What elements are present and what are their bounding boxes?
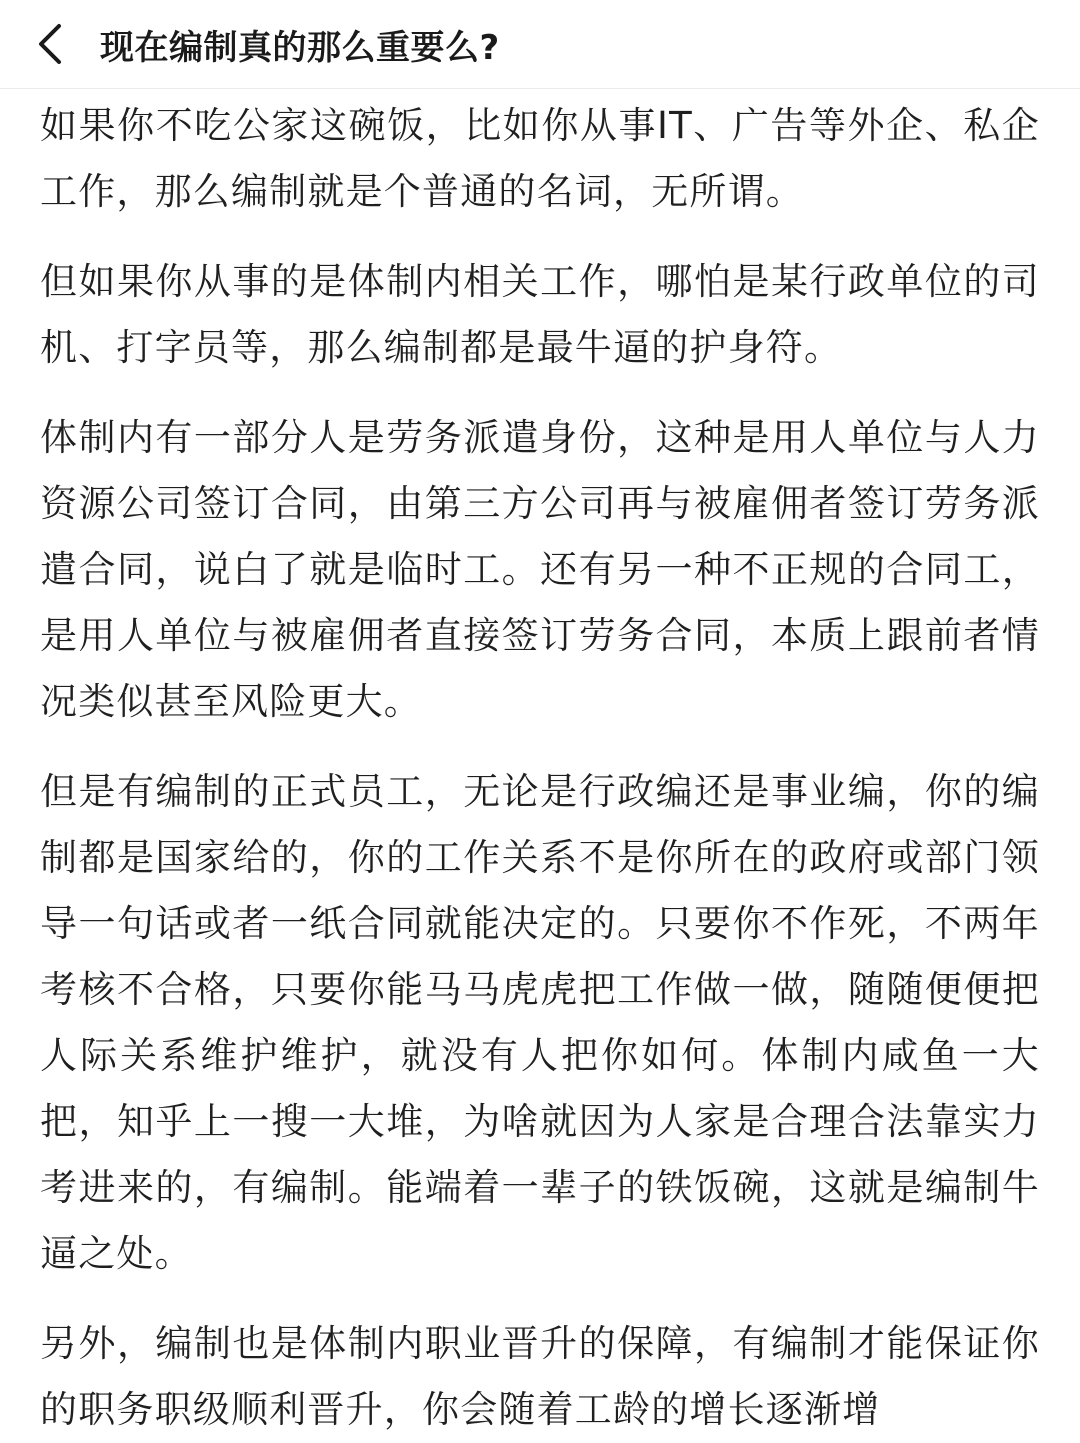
chevron-left-icon <box>35 22 65 66</box>
article-paragraph: 但是有编制的正式员工，无论是行政编还是事业编，你的编制都是国家给的，你的工作关系不是你所在的政府或部门领导一句话或者一纸合同就能决定的。只要你不作死，不两年考核不合格，只要你能马马虎虎把工作做一做，随随便便把人际关系维护维护，就没有人把你如何。体制内咸鱼一大把，知乎上一搜一大堆，为啥就因为人家是合理合法靠实力考进来的，有编制。能端着一辈子的铁饭碗，这就是编制牛逼之处。 <box>40 770 1040 1275</box>
article-paragraph: 另外，编制也是体制内职业晋升的保障，有编制才能保证你的职务职级顺利晋升，你会随着工龄的增长逐渐增 <box>40 1322 1040 1431</box>
article-paragraph: 但如果你从事的是体制内相关工作，哪怕是某行政单位的司机、打字员等，那么编制都是最牛逼的护身符。 <box>40 260 1040 369</box>
top-bar <box>0 0 1080 89</box>
back-button[interactable] <box>0 0 100 88</box>
page-title: 现在编制真的那么重要么? <box>100 27 500 68</box>
article-body <box>0 93 1080 1443</box>
article-paragraph: 体制内有一部分人是劳务派遣身份，这种是用人单位与人力资源公司签订合同，由第三方公司再与被雇佣者签订劳务派遣合同，说白了就是临时工。还有另一种不正规的合同工，是用人单位与被雇佣者直接签订劳务合同，本质上跟前者情况类似甚至风险更大。 <box>40 416 1040 723</box>
article-paragraph: 如果你不吃公家这碗饭，比如你从事IT、广告等外企、私企工作，那么编制就是个普通的名词，无所谓。 <box>40 104 1040 213</box>
